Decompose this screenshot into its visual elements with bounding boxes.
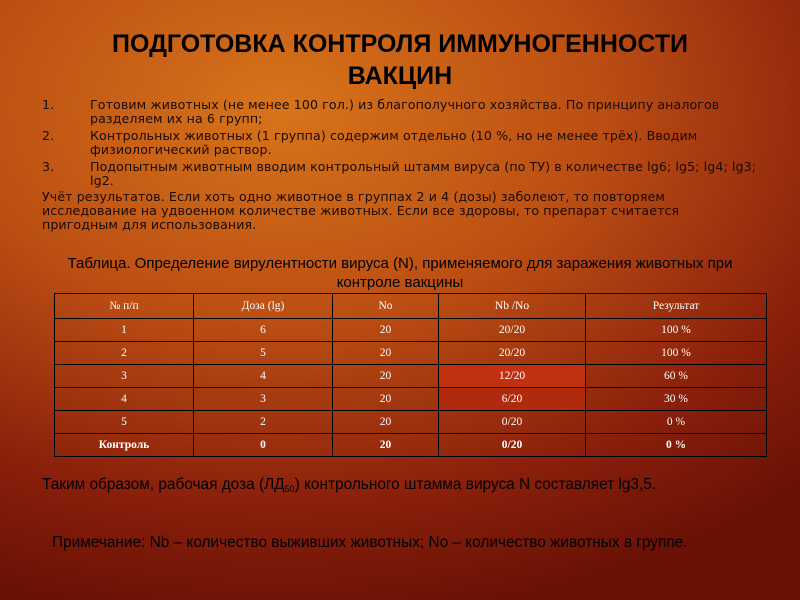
step-text: Подопытным животным вводим контрольный штамм вируса (по ТУ) в количестве lg6; lg5; lg4; lg3; lg2. bbox=[90, 159, 757, 188]
step-number: 2. bbox=[42, 128, 55, 143]
note-paragraph bbox=[42, 532, 782, 554]
cell-dose: 4 bbox=[194, 365, 333, 388]
step-item bbox=[42, 98, 762, 126]
results-text: Если хоть одно животное в группах 2 и 4 (дозы) заболеют, то повторяем исследование на удвоенном количестве животных. Если все здоровы, то препарат считается пригодным для использования. bbox=[42, 189, 680, 232]
cell-result: 30 % bbox=[586, 388, 767, 411]
cell-no: 20 bbox=[333, 411, 439, 434]
cell-number: 1 bbox=[55, 319, 194, 342]
note-text: Примечание: Nb – количество выживших животных; No – количество животных в группе. bbox=[52, 534, 688, 551]
cell-number: Контроль bbox=[55, 434, 194, 457]
table-row bbox=[55, 342, 767, 365]
table-row bbox=[55, 388, 767, 411]
conclusion-paragraph bbox=[42, 474, 782, 500]
slide-title-line-1: ПОДГОТОВКА КОНТРОЛЯ ИММУНОГЕННОСТИ bbox=[112, 30, 688, 58]
cell-number: 2 bbox=[55, 342, 194, 365]
cell-result: 0 % bbox=[586, 411, 767, 434]
col-header-no: No bbox=[333, 294, 439, 319]
cell-no: 20 bbox=[333, 319, 439, 342]
step-number: 1. bbox=[42, 97, 55, 112]
cell-number: 4 bbox=[55, 388, 194, 411]
table-row bbox=[55, 411, 767, 434]
cell-dose: 2 bbox=[194, 411, 333, 434]
col-header-result: Результат bbox=[586, 294, 767, 319]
table-row bbox=[55, 434, 767, 457]
col-header-dose: Доза (lg) bbox=[194, 294, 333, 319]
cell-nb-no-highlighted: 6/20 bbox=[439, 388, 586, 411]
slide-title-line-2: ВАКЦИН bbox=[347, 62, 453, 90]
cell-nb-no: 20/20 bbox=[439, 342, 586, 365]
step-text: Контрольных животных (1 группа) содержим отдельно (10 %, но не менее трёх). Вводим физиологический раствор. bbox=[90, 128, 698, 157]
col-header-number: № п/п bbox=[55, 294, 194, 319]
cell-nb-no: 20/20 bbox=[439, 319, 586, 342]
cell-nb-no: 0/20 bbox=[439, 434, 586, 457]
cell-number: 3 bbox=[55, 365, 194, 388]
virulence-table bbox=[54, 293, 767, 457]
conclusion-text-start: Таким образом, рабочая доза (ЛД bbox=[42, 476, 285, 493]
cell-no: 20 bbox=[333, 434, 439, 457]
cell-dose: 0 bbox=[194, 434, 333, 457]
cell-no: 20 bbox=[333, 365, 439, 388]
cell-result: 100 % bbox=[586, 319, 767, 342]
table-row bbox=[55, 319, 767, 342]
results-lead: Учёт результатов. bbox=[42, 189, 165, 204]
col-header-nb-no: Nb /No bbox=[439, 294, 586, 319]
cell-result: 60 % bbox=[586, 365, 767, 388]
conclusion-text-end: ) контрольного штамма вируса N составляет lg3,5. bbox=[294, 476, 657, 493]
cell-nb-no: 0/20 bbox=[439, 411, 586, 434]
cell-no: 20 bbox=[333, 388, 439, 411]
slide-title bbox=[0, 28, 800, 92]
step-text: Готовим животных (не менее 100 гол.) из благополучного хозяйства. По принципу аналогов разделяем их на 6 групп; bbox=[90, 97, 720, 126]
cell-no: 20 bbox=[333, 342, 439, 365]
cell-dose: 5 bbox=[194, 342, 333, 365]
results-paragraph bbox=[42, 190, 742, 232]
cell-result: 100 % bbox=[586, 342, 767, 365]
table-header-row bbox=[55, 294, 767, 319]
step-item bbox=[42, 160, 762, 188]
step-number: 3. bbox=[42, 159, 55, 174]
table-row bbox=[55, 365, 767, 388]
conclusion-subscript: 50 bbox=[284, 484, 295, 494]
table-caption: Таблица. Определение вирулентности вируса (N), применяемого для заражения животных при контроле вакцины bbox=[67, 255, 733, 291]
steps-list bbox=[42, 98, 762, 191]
step-item bbox=[42, 129, 762, 157]
cell-dose: 6 bbox=[194, 319, 333, 342]
cell-nb-no-highlighted: 12/20 bbox=[439, 365, 586, 388]
cell-number: 5 bbox=[55, 411, 194, 434]
cell-dose: 3 bbox=[194, 388, 333, 411]
cell-result: 0 % bbox=[586, 434, 767, 457]
